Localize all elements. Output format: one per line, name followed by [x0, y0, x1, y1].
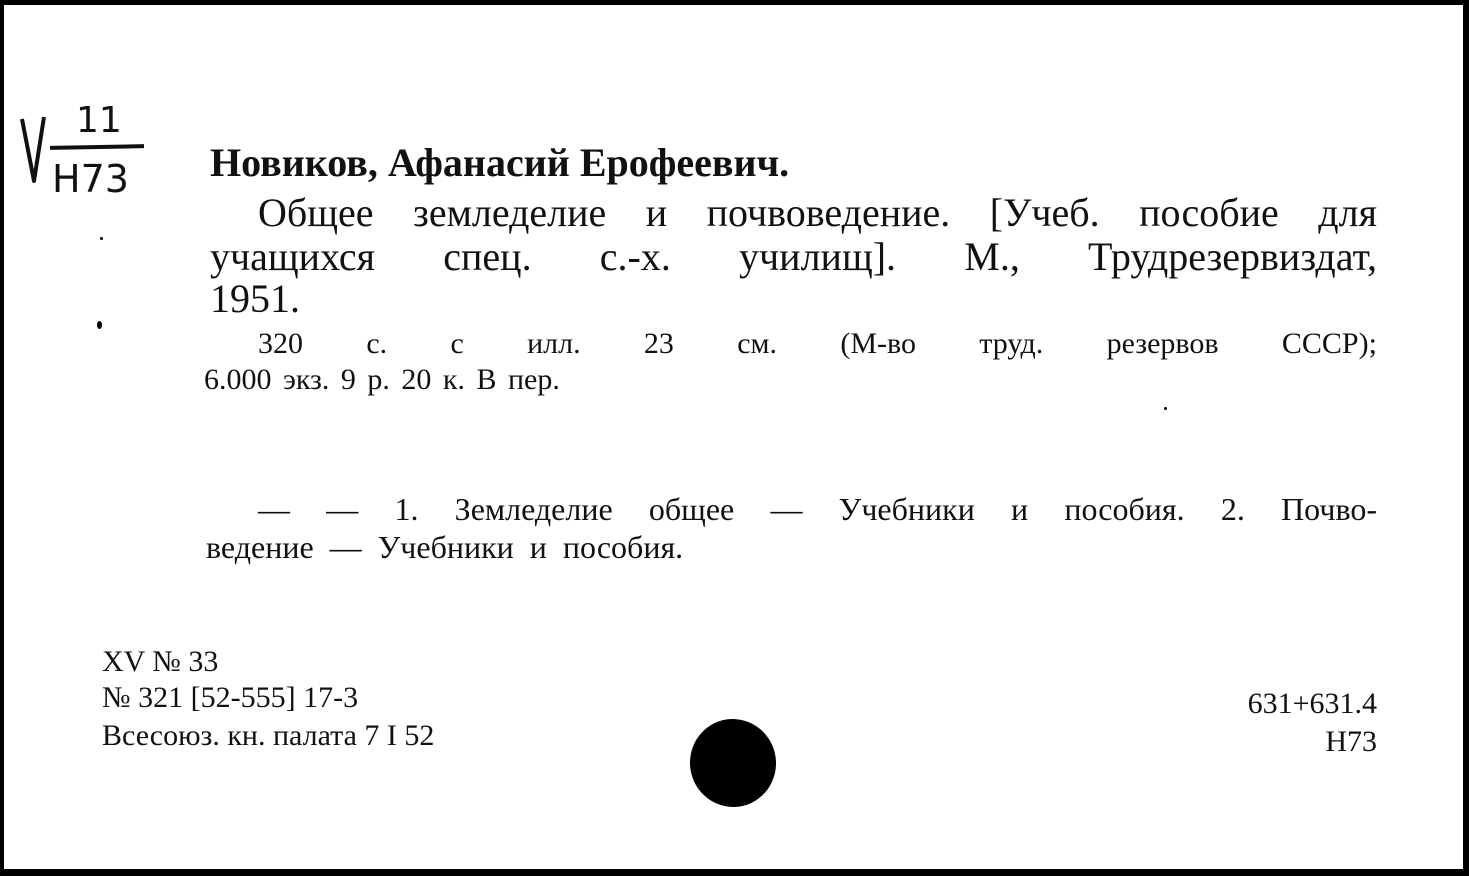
word: учащихся	[210, 234, 376, 279]
word: Трудрезервиздат,	[1088, 234, 1377, 279]
word: земледелие	[413, 190, 607, 235]
word: 9	[340, 363, 356, 396]
punch-hole	[684, 713, 781, 812]
title-line	[210, 277, 300, 321]
registration-number: № 321 [52-555] 17-3	[102, 681, 359, 714]
word: с	[450, 327, 464, 360]
word: с.-х.	[599, 234, 671, 279]
word: общее	[648, 491, 735, 527]
catalog-card	[4, 5, 1463, 869]
subject-line	[206, 529, 683, 565]
scan-edge-artifact	[1420, 0, 1460, 5]
shelfmark-fraction-bar	[50, 144, 144, 150]
shelfmark-v-mark	[18, 111, 48, 191]
word: —	[258, 491, 290, 527]
shelfmark-denominator: Н73	[52, 157, 129, 201]
word: с.	[366, 327, 388, 360]
word: спец.	[443, 234, 532, 279]
word: 23	[643, 327, 674, 360]
subject-line	[258, 491, 1377, 527]
word: р.	[367, 363, 390, 396]
dust-speck	[100, 237, 103, 240]
word: и	[645, 190, 668, 235]
word: пер.	[508, 363, 560, 396]
dust-speck	[1164, 407, 1167, 410]
collation-line	[258, 327, 1377, 361]
word: —	[326, 491, 359, 527]
word: 1.	[394, 491, 419, 527]
word: —	[329, 529, 362, 565]
word: (М-во	[840, 327, 916, 360]
title-line	[258, 191, 1377, 235]
author-heading: Новиков, Афанасий Ерофеевич.	[210, 140, 790, 185]
shelfmark-numerator: 11	[76, 100, 122, 141]
dust-speck	[97, 321, 102, 329]
word: СССР);	[1281, 327, 1377, 360]
word: Общее	[258, 190, 374, 235]
imprint-year: 1951.	[210, 276, 300, 321]
word: Учебники	[838, 491, 975, 527]
word: 6.000	[204, 363, 272, 396]
chamber-stamp: Всесоюз. кн. палата 7 I 52	[102, 719, 435, 752]
word: пособие	[1139, 190, 1279, 235]
word: 2.	[1220, 491, 1245, 527]
word: для	[1318, 190, 1377, 235]
word: училищ].	[739, 234, 897, 279]
udc-code: 631+631.4	[1247, 687, 1377, 720]
word: 320	[258, 327, 303, 360]
word: Учебники	[377, 529, 514, 565]
word: труд.	[979, 327, 1044, 360]
word: и	[529, 529, 547, 565]
word: ведение	[206, 529, 314, 565]
word: —	[770, 491, 803, 527]
word: к.	[442, 363, 465, 396]
word: резервов	[1106, 327, 1219, 360]
collation-line	[204, 363, 560, 397]
word: пособия.	[562, 529, 684, 565]
word: экз.	[283, 363, 330, 396]
title-line	[210, 235, 1377, 279]
word: Почво-	[1281, 491, 1377, 527]
series-number: XV № 33	[102, 645, 219, 678]
word: и	[1011, 491, 1029, 527]
word: см.	[737, 327, 778, 360]
word: [Учеб.	[989, 190, 1100, 235]
word: пособия.	[1064, 491, 1185, 527]
word: илл.	[527, 327, 581, 360]
word: почвоведение.	[706, 190, 951, 235]
word: М.,	[964, 234, 1020, 279]
word: Земледелие	[454, 491, 613, 527]
author-mark: Н73	[1325, 725, 1377, 758]
word: В	[476, 363, 497, 396]
word: 20	[401, 363, 432, 396]
